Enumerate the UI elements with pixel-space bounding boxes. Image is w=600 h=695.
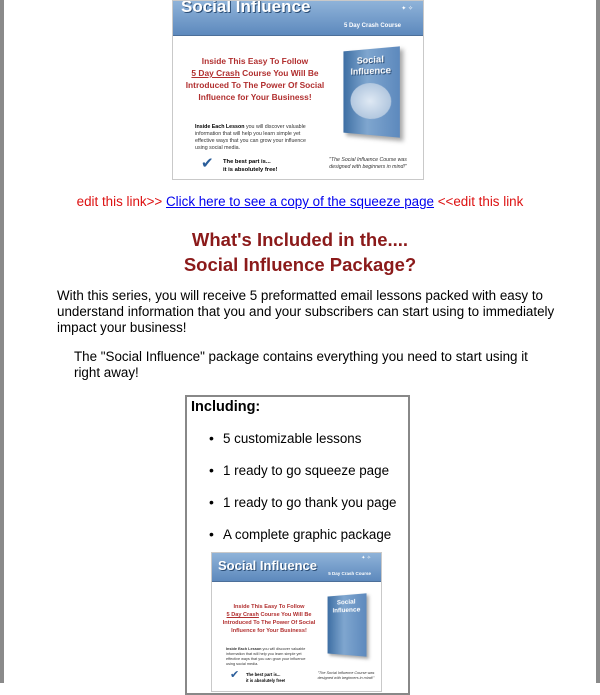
- book-illustration: [350, 83, 391, 121]
- preview-headline-pre: Inside This Easy To Follow: [201, 56, 309, 66]
- graphic-package-preview-image: [211, 552, 382, 692]
- signal-icon: ✦ ✧: [361, 555, 371, 561]
- preview2-body-rest: you will discover valuable information that will help you learn simple yet effective ways that you can grow your influence using social media.: [226, 647, 306, 666]
- preview-body-lead: Inside Each Lesson: [195, 124, 245, 130]
- preview2-body-text: [226, 647, 312, 667]
- preview2-subtitle: 5 Day Crash Course: [328, 571, 371, 576]
- bullet-icon: •: [209, 430, 214, 446]
- ebook-cover-image: [343, 46, 399, 137]
- book-title-line2: Influence: [332, 606, 361, 615]
- preview2-quote: "The Social Influence Course was designed with beginners in mind!": [317, 671, 375, 680]
- heading-line2: Social Influence Package?: [183, 254, 417, 275]
- preview2-headline-pre: Inside This Easy To Follow: [233, 604, 305, 610]
- preview-body-rest: you will discover valuable information that will help you learn simple yet effective ways that you can grow your influence using social media.: [195, 124, 306, 151]
- preview-body-text: [195, 124, 315, 152]
- preview-subtitle: 5 Day Crash Course: [343, 23, 401, 29]
- checkmark-icon: ✔: [230, 669, 240, 681]
- included-title: Including:: [191, 399, 261, 415]
- best-part-line2: it is absolutely free!: [223, 167, 278, 173]
- squeeze-page-link[interactable]: Click here to see a copy of the squeeze page: [166, 194, 434, 209]
- preview2-headline-post: Course You Will Be Introduced To The Power Of Social Influence for Your Business!: [222, 612, 316, 634]
- preview2-banner: [212, 553, 381, 582]
- preview-headline-link: 5 Day Crash: [191, 68, 240, 78]
- preview2-headline-link: 5 Day Crash: [226, 612, 259, 618]
- list-item-label: 1 ready to go squeeze page: [223, 463, 390, 478]
- preview2-logo: Social Influence: [218, 558, 317, 573]
- best-part-line1: The best part is...: [246, 672, 281, 677]
- list-item: [209, 494, 397, 510]
- best-part-line2: it is absolutely free!: [246, 678, 286, 683]
- heading-line1: What's Included in the....: [191, 229, 409, 250]
- list-item-label: A complete graphic package: [223, 527, 392, 542]
- preview2-headline: [220, 603, 318, 635]
- edit-link-prefix: edit this link>>: [76, 194, 163, 209]
- preview-logo: Social Influence: [181, 0, 311, 16]
- signal-icon: ✦ ✧: [401, 6, 413, 12]
- bullet-icon: •: [209, 494, 214, 510]
- left-border: [0, 0, 4, 683]
- list-item-label: 5 customizable lessons: [223, 431, 362, 446]
- intro-paragraph: With this series, you will receive 5 preformatted email lessons packed with easy to understand information that you and your subscribers can start using to immediately impact your business!: [57, 288, 555, 335]
- book-title-line1: Social: [356, 53, 384, 67]
- edit-link-suffix: <<edit this link: [437, 194, 524, 209]
- list-item: [209, 430, 362, 446]
- squeeze-page-link-line: [0, 194, 600, 209]
- list-item: [209, 526, 392, 542]
- right-border: [596, 0, 600, 683]
- book-title-line2: Influence: [350, 64, 392, 78]
- preview2-body-lead: Inside Each Lesson: [226, 647, 262, 651]
- preview-banner: [173, 1, 423, 36]
- bullet-icon: •: [209, 462, 214, 478]
- preview-headline-post: Course You Will Be Introduced To The Power Of Social Influence for Your Business!: [185, 68, 325, 102]
- preview-best-part: [223, 158, 277, 174]
- book-title-line1: Social: [336, 598, 356, 607]
- best-part-line1: The best part is...: [223, 159, 271, 165]
- bullet-icon: •: [209, 526, 214, 542]
- squeeze-page-preview-image: [172, 0, 424, 180]
- list-item: [209, 462, 390, 478]
- ebook-cover-image: [328, 593, 367, 656]
- preview-headline: [185, 55, 325, 103]
- package-paragraph: The "Social Influence" package contains everything you need to start using it right away!: [74, 349, 528, 380]
- preview2-best-part: [246, 672, 285, 684]
- section-heading: [0, 227, 600, 277]
- preview-quote: "The Social Influence Course was designed with beginners in mind!": [329, 157, 407, 170]
- list-item-label: 1 ready to go thank you page: [223, 495, 397, 510]
- checkmark-icon: ✔: [201, 155, 214, 172]
